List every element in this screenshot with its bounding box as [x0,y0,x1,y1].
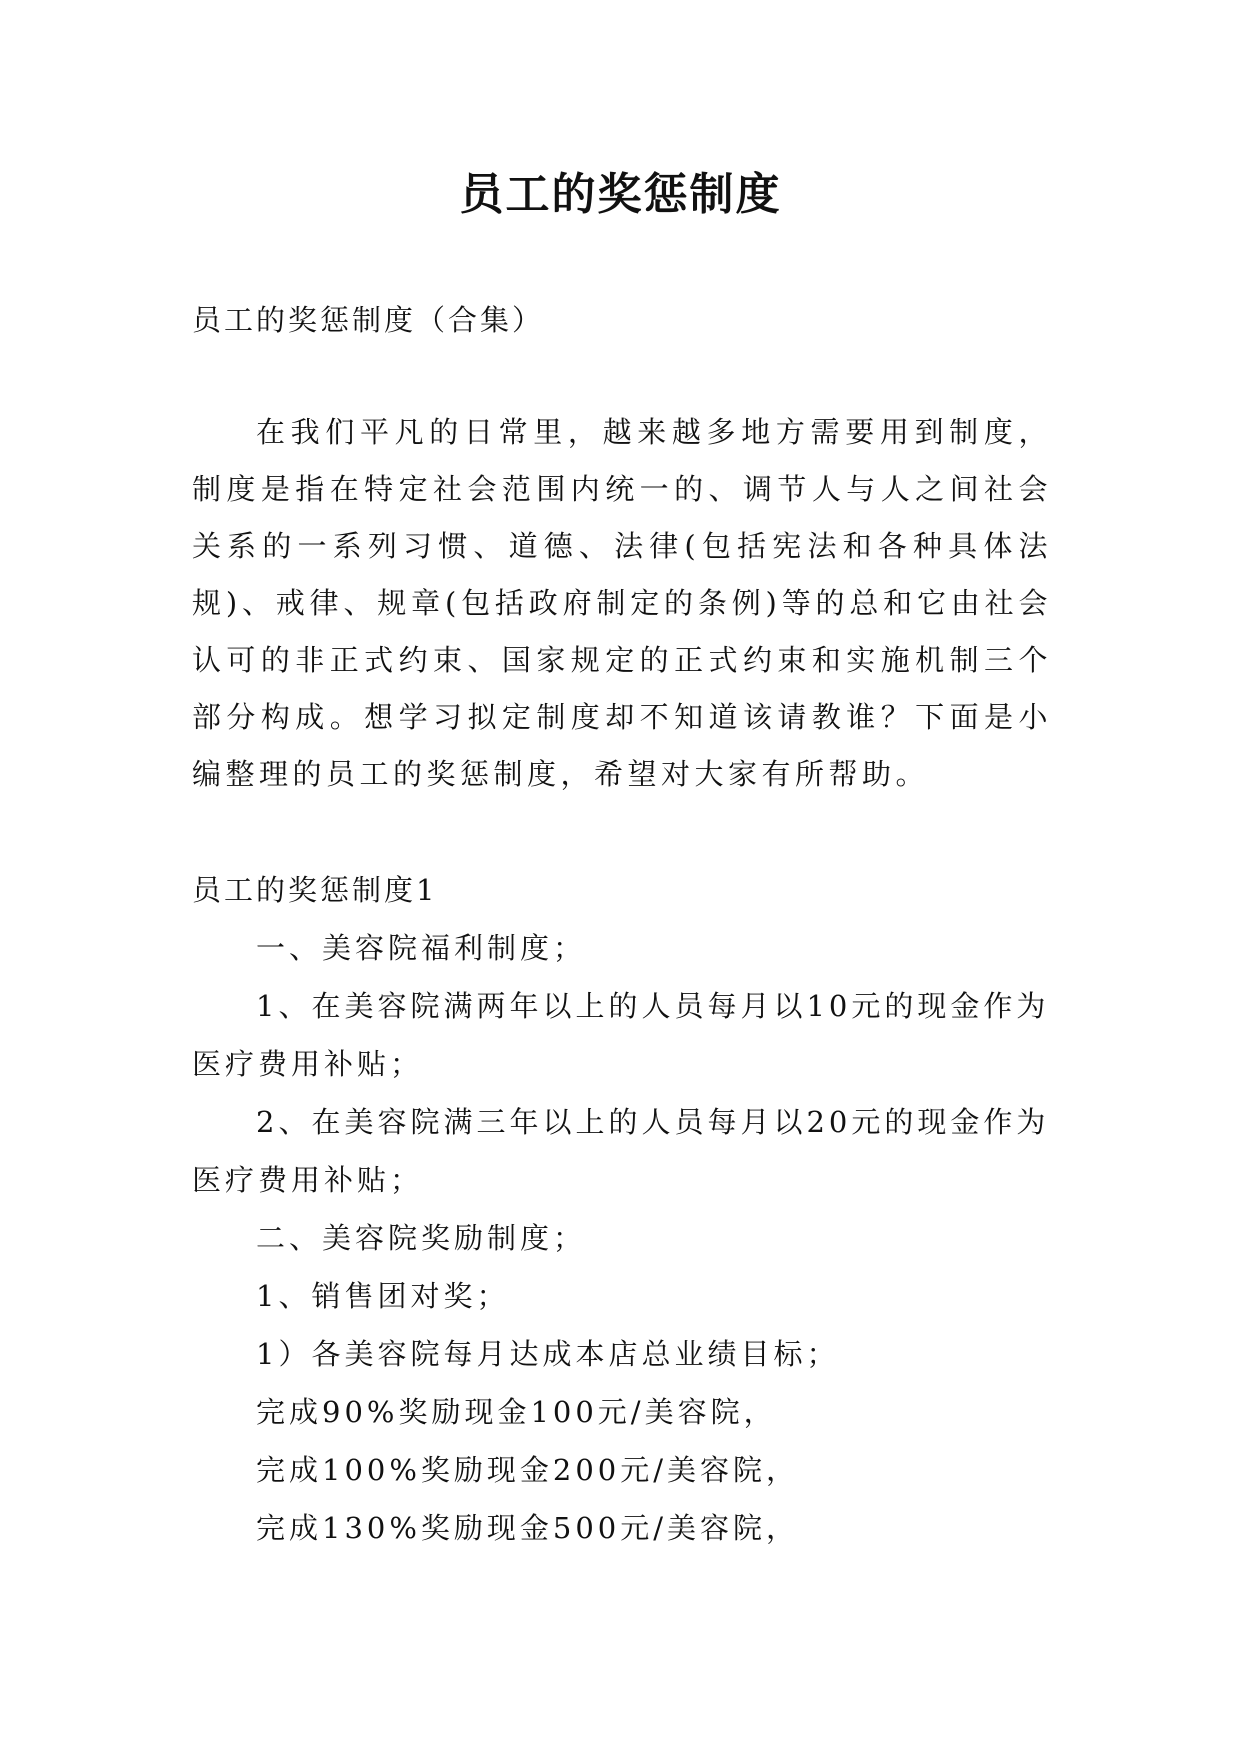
welfare-item-1-cont: 医疗费用补贴； [192,1047,424,1081]
reward-tier-130: 完成130%奖励现金500元/美容院， [256,1511,800,1545]
welfare-item-1: 1、在美容院满两年以上的人员每月以10元的现金作为 [256,989,1050,1023]
reward-item-1: 1、销售团对奖； [256,1279,510,1313]
document-subtitle: 员工的奖惩制度（合集） [192,303,545,337]
reward-subitem-1: 1）各美容院每月达成本店总业绩目标； [256,1337,840,1371]
reward-tier-100: 完成100%奖励现金200元/美容院， [256,1453,800,1487]
document-title: 员工的奖惩制度 [459,169,782,220]
reward-heading: 二、美容院奖励制度； [256,1221,587,1255]
welfare-heading: 一、美容院福利制度； [256,931,587,965]
welfare-item-2: 2、在美容院满三年以上的人员每月以20元的现金作为 [256,1105,1050,1139]
welfare-item-2-cont: 医疗费用补贴； [192,1163,424,1197]
intro-paragraph: 在我们平凡的日常里，越来越多地方需要用到制度，制度是指在特定社会范围内统一的、调节人与人之间社会关系的一系列习惯、道德、法律(包括宪法和各种具体法规)、戒律、规章(包括政府制定的条例)等的总和它由社会认可的非正式约束、国家规定的正式约束和实施机制三个部分构成。想学习拟定制度却不知道该请教谁？下面是小编整理的员工的奖惩制度，希望对大家有所帮助。 [192,415,1052,791]
section-heading: 员工的奖惩制度1 [192,873,438,907]
reward-tier-90: 完成90%奖励现金100元/美容院， [256,1395,777,1429]
